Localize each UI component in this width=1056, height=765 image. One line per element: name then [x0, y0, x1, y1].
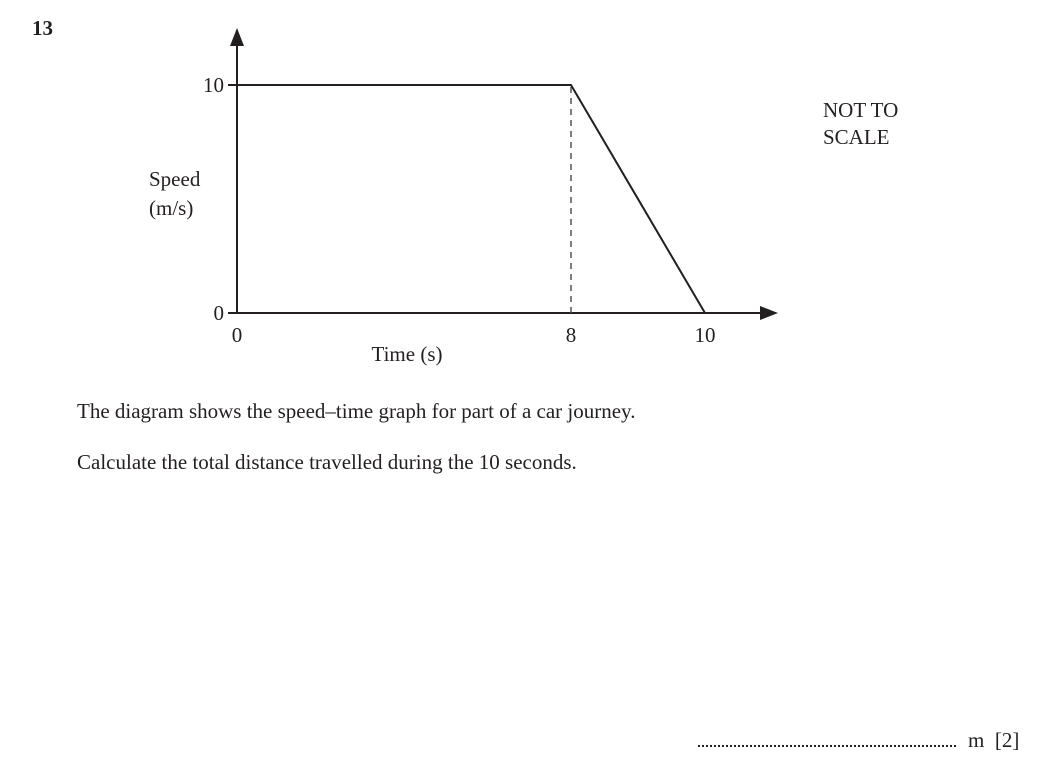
x-axis-arrowhead: [760, 306, 778, 320]
speed-time-graph: [0, 0, 1056, 380]
answer-field[interactable]: [698, 729, 956, 747]
y-axis-label-line2: (m/s): [149, 196, 194, 220]
question-text-line1: The diagram shows the speed–time graph for part of a car journey.: [77, 399, 636, 423]
answer-unit: m: [968, 728, 985, 752]
not-to-scale-line2: SCALE: [823, 125, 890, 149]
question-text-line2: Calculate the total distance travelled during the 10 seconds.: [77, 450, 577, 474]
x-tick-label-10: 10: [694, 323, 716, 347]
x-tick-label-8: 8: [565, 323, 577, 347]
answer-line: [698, 728, 1019, 753]
y-tick-label-10: 10: [203, 73, 224, 97]
not-to-scale-line1: NOT TO: [823, 98, 899, 122]
y-tick-label-0: 0: [213, 301, 224, 325]
question-number: 13: [32, 16, 53, 40]
axis-ticks: [228, 85, 237, 313]
not-to-scale-note: [823, 97, 898, 151]
marks-label: [2]: [994, 728, 1020, 752]
graph-axes: [230, 28, 778, 320]
x-tick-label-0: 0: [231, 323, 243, 347]
speed-series-line: [237, 85, 705, 313]
y-axis-arrowhead: [230, 28, 244, 46]
y-axis-label-line1: Speed: [149, 167, 201, 191]
x-axis-label: Time (s): [371, 342, 443, 366]
